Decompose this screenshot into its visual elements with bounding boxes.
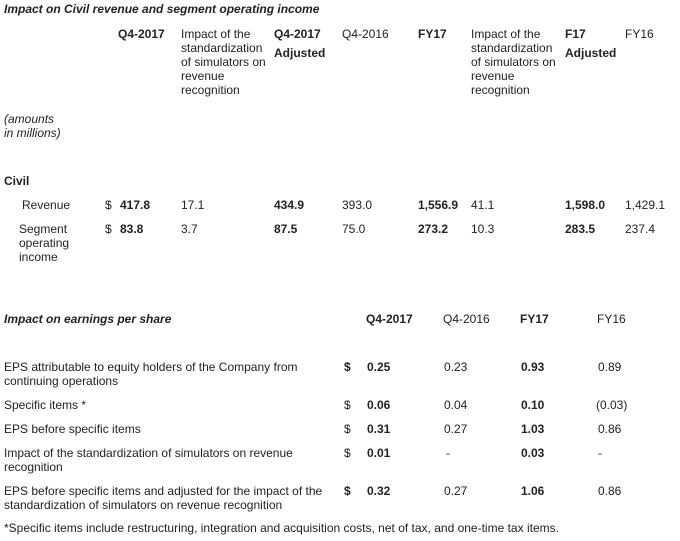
row-label: Specific items *	[4, 398, 87, 412]
cell-eps-q4-2016: 0.27	[444, 484, 468, 498]
cell-eps-fy17: 0.10	[521, 398, 545, 412]
row-label: EPS before specific items	[4, 422, 141, 436]
row-label	[4, 484, 322, 512]
cell-eps-fy17: 1.06	[521, 484, 545, 498]
header-impact-q4-line: revenue	[181, 69, 225, 83]
cell-fy17: 1,556.9	[418, 198, 459, 212]
header-q4-2016: Q4-2016	[342, 27, 389, 41]
row-label	[4, 360, 298, 388]
header-impact-fy-line: standardization	[471, 41, 553, 55]
units-label-line: in millions)	[4, 126, 61, 140]
row-label-line: continuing operations	[4, 374, 119, 388]
cell-impact-q4: 17.1	[181, 198, 205, 212]
currency-symbol: $	[344, 398, 351, 412]
row-label	[19, 222, 69, 264]
header-eps-q4-2017: Q4-2017	[366, 312, 413, 326]
row-label-line: standardization of simulators on revenue recognition	[4, 498, 283, 512]
cell-eps-q4-2017: 0.06	[367, 398, 391, 412]
cell-q4-2017-adjusted: 87.5	[274, 222, 298, 236]
cell-eps-fy16: 0.86	[598, 422, 622, 436]
row-label	[4, 446, 293, 474]
currency-symbol: $	[105, 198, 112, 212]
cell-f17-adjusted: 1,598.0	[565, 198, 606, 212]
cell-impact-fy: 41.1	[471, 198, 495, 212]
row-label-line: recognition	[4, 460, 63, 474]
currency-symbol: $	[344, 446, 351, 460]
header-impact-q4-line: of simulators on	[181, 55, 266, 69]
cell-eps-fy16: -	[598, 446, 602, 460]
header-q4-2017-adjusted-line: Q4-2017	[274, 27, 321, 41]
header-q4-2017: Q4-2017	[118, 27, 165, 41]
header-eps-fy16: FY16	[597, 312, 626, 326]
header-impact-fy	[471, 27, 556, 97]
row-label-line: EPS attributable to equity holders of the Company from	[4, 360, 298, 374]
row-label-line: income	[19, 250, 58, 264]
header-f17-adjusted-line: Adjusted	[565, 46, 617, 60]
row-label: Revenue	[22, 198, 71, 212]
header-impact-fy-line: of simulators on	[471, 55, 556, 69]
cell-fy16: 237.4	[625, 222, 656, 236]
header-eps-q4-2016: Q4-2016	[443, 312, 490, 326]
cell-fy17: 273.2	[418, 222, 449, 236]
header-impact-fy-line: recognition	[471, 83, 530, 97]
cell-eps-q4-2017: 0.25	[367, 360, 391, 374]
section-label-civil: Civil	[4, 174, 30, 188]
cell-fy16: 1,429.1	[625, 198, 666, 212]
header-q4-2017-adjusted	[274, 27, 325, 65]
cell-eps-q4-2016: 0.27	[444, 422, 468, 436]
header-fy17: FY17	[418, 27, 447, 41]
cell-eps-q4-2016: 0.23	[444, 360, 468, 374]
currency-symbol: $	[105, 222, 112, 236]
header-f17-adjusted-line: F17	[565, 27, 586, 41]
row-label-line: operating	[19, 236, 70, 250]
cell-impact-fy: 10.3	[471, 222, 495, 236]
footnote: *Specific items include restructuring, integration and acquisition costs, net of tax, and one-time tax items.	[4, 521, 559, 535]
currency-symbol: $	[344, 360, 351, 374]
units-label-line: (amounts	[4, 112, 55, 126]
eps-table-title: Impact on earnings per share	[4, 312, 172, 326]
header-impact-q4	[181, 27, 266, 97]
cell-q4-2017-adjusted: 434.9	[274, 198, 305, 212]
cell-eps-fy16: (0.03)	[596, 398, 628, 412]
cell-f17-adjusted: 283.5	[565, 222, 596, 236]
header-impact-q4-line: recognition	[181, 83, 240, 97]
header-q4-2017-adjusted-line: Adjusted	[274, 46, 326, 60]
header-eps-fy17: FY17	[520, 312, 549, 326]
header-impact-q4-line: Impact of the	[181, 27, 251, 41]
currency-symbol: $	[344, 484, 351, 498]
currency-symbol: $	[344, 422, 351, 436]
row-label-line: Segment	[19, 222, 68, 236]
row-label-line: EPS before specific items and adjusted for the impact of the	[4, 484, 323, 498]
cell-q4-2017: 417.8	[120, 198, 151, 212]
cell-eps-fy17: 1.03	[521, 422, 545, 436]
cell-eps-q4-2017: 0.31	[367, 422, 391, 436]
units-label	[4, 112, 61, 140]
row-label-line: Impact of the standardization of simulators on revenue	[4, 446, 293, 460]
header-fy16: FY16	[625, 27, 654, 41]
cell-q4-2016: 393.0	[342, 198, 373, 212]
header-impact-q4-line: standardization	[181, 41, 263, 55]
cell-eps-fy17: 0.93	[521, 360, 545, 374]
cell-eps-fy16: 0.89	[598, 360, 622, 374]
header-impact-fy-line: revenue	[471, 69, 515, 83]
cell-eps-q4-2017: 0.01	[367, 446, 391, 460]
cell-eps-fy16: 0.86	[598, 484, 622, 498]
civil-table-title: Impact on Civil revenue and segment operating income	[4, 2, 320, 16]
cell-q4-2016: 75.0	[342, 222, 366, 236]
cell-impact-q4: 3.7	[181, 222, 198, 236]
cell-eps-q4-2016: 0.04	[444, 398, 468, 412]
cell-q4-2017: 83.8	[120, 222, 144, 236]
cell-eps-q4-2016: -	[446, 446, 450, 460]
header-impact-fy-line: Impact of the	[471, 27, 541, 41]
cell-eps-q4-2017: 0.32	[367, 484, 391, 498]
cell-eps-fy17: 0.03	[521, 446, 545, 460]
header-f17-adjusted	[565, 27, 616, 65]
